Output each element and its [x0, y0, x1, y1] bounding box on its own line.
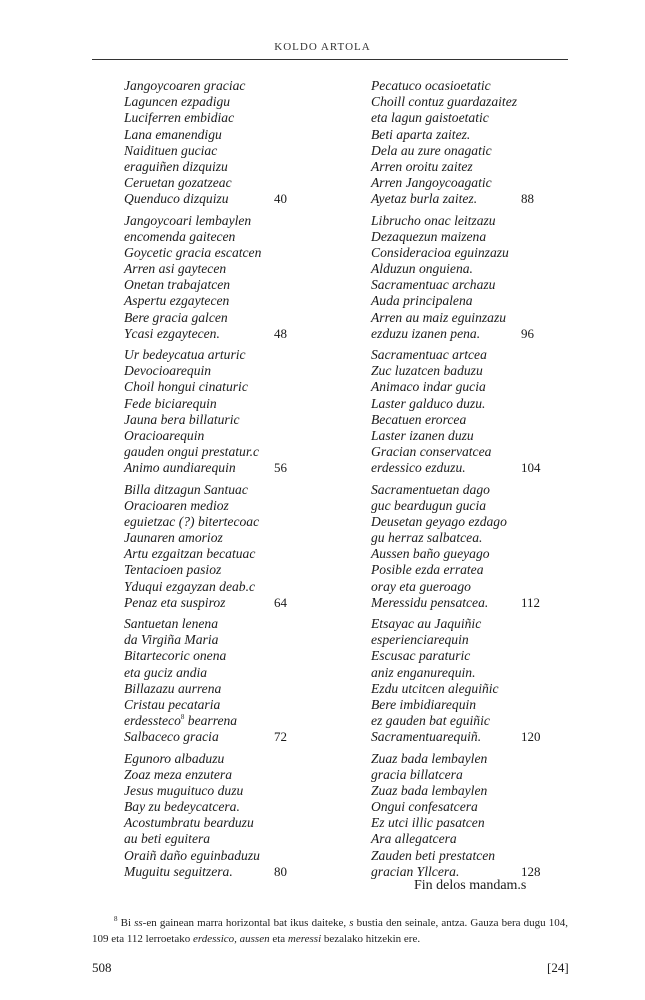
- verse-text: Posible ezda erratea: [371, 562, 484, 578]
- verse-line: [124, 78, 324, 94]
- verse-text: Jauna bera billaturic: [124, 411, 240, 427]
- poem-column-left: [124, 78, 324, 885]
- verse-text: Animaco indar gucia: [371, 379, 486, 395]
- stanza: [124, 78, 324, 208]
- verse-line: [371, 213, 571, 229]
- verse-line: [371, 245, 571, 261]
- verse-text: Laguncen ezpadigu: [124, 94, 231, 110]
- verse-line: [371, 713, 571, 729]
- verse-line: [371, 648, 571, 664]
- verse-text: Consideracioa eguinzazu: [371, 244, 509, 260]
- verse-text: Animo aundiarequin: [124, 460, 236, 476]
- verse-line: [124, 428, 324, 444]
- verse-line: [124, 713, 324, 729]
- footnote-text: Bi: [120, 917, 135, 929]
- verse-text: Jangoycoaren graciac: [124, 78, 246, 93]
- header-rule: [92, 59, 568, 60]
- verse-line: [124, 396, 324, 412]
- verse-line: [371, 751, 571, 767]
- verse-text: Oracioarequin: [124, 427, 205, 443]
- footnote-italic: erdessico, aussen: [193, 933, 270, 945]
- verse-text: Ezdu utcitcen aleguiñic: [371, 680, 499, 696]
- verse-text: Auda principalena: [371, 293, 473, 309]
- footnote-reference: 8: [180, 713, 185, 722]
- verse-text: Zuaz bada lembaylen: [371, 782, 488, 798]
- verse-text: Laster izanen duzu: [371, 427, 474, 443]
- verse-text: encomenda gaitecen: [124, 228, 236, 244]
- verse-line: [124, 229, 324, 245]
- verse-text: Dela au zure onagatic: [371, 142, 492, 158]
- stanza: [124, 751, 324, 881]
- verse-text: Artu ezgaitzan becatuac: [124, 546, 256, 562]
- verse-line: [371, 530, 571, 546]
- verse-line: [371, 347, 571, 363]
- verse-line: [124, 815, 324, 831]
- poem-column-right: [371, 78, 571, 885]
- verse-text: Jaunaren amorioz: [124, 530, 223, 546]
- verse-line: [124, 697, 324, 713]
- verse-text: Dezaquezun maizena: [371, 228, 487, 244]
- verse-text: Goycetic gracia escatcen: [124, 244, 262, 260]
- verse-line: [371, 831, 571, 847]
- footnote-text: bustia den seinale, antza. Gauza bera dugu 104, 109 eta 112 lerroetako: [92, 917, 568, 945]
- verse-text: Jesus muguituco duzu: [124, 782, 244, 798]
- footnote-text: bezalako hitzekin ere.: [321, 933, 421, 945]
- verse-text: Zuaz bada lembaylen: [371, 750, 488, 766]
- verse-line: [124, 310, 324, 326]
- stanza: [124, 213, 324, 343]
- verse-text: Penaz eta suspiroz: [124, 594, 226, 610]
- verse-text: Alduzun onguiena.: [371, 261, 473, 277]
- verse-text: Salbaceco gracia: [124, 729, 219, 745]
- verse-text: Bay zu bedeycatcera.: [124, 799, 240, 815]
- verse-line: [371, 261, 571, 277]
- verse-line: [371, 579, 571, 595]
- verse-line: [124, 848, 324, 864]
- verse-text: bearrena: [184, 713, 238, 729]
- verse-text: Aussen baño gueyago: [371, 546, 490, 562]
- line-number: 128: [521, 863, 541, 879]
- verse-text: Acostumbratu bearduzu: [124, 815, 254, 831]
- verse-line: [371, 729, 571, 745]
- verse-text: gracia billatcera: [371, 766, 463, 782]
- verse-text: erdessico ezduzu.: [371, 460, 466, 476]
- verse-text: Pecatuco ocasioetatic: [371, 78, 491, 93]
- verse-text: eraguiñen dizquizu: [124, 158, 228, 174]
- verse-line: [124, 864, 324, 880]
- verse-line: [124, 546, 324, 562]
- verse-text: Arren Jangoycoagatic: [371, 175, 492, 191]
- line-number: 80: [274, 863, 287, 879]
- verse-line: [371, 799, 571, 815]
- footnote-italic: s: [349, 917, 354, 929]
- verse-text: Ez utci illic pasatcen: [371, 815, 485, 831]
- verse-text: Tentacioen pasioz: [124, 562, 222, 578]
- verse-text: Arren au maiz eguinzazu: [371, 309, 507, 325]
- verse-text: Fede biciarequin: [124, 395, 217, 411]
- verse-line: [124, 127, 324, 143]
- verse-text: guc beardugun gucia: [371, 497, 487, 513]
- verse-line: [371, 191, 571, 207]
- verse-line: [124, 159, 324, 175]
- verse-line: [371, 412, 571, 428]
- verse-text: ezduzu izanen pena.: [371, 325, 481, 341]
- verse-text: Santuetan lenena: [124, 616, 219, 631]
- line-number: 96: [521, 325, 534, 341]
- verse-text: Arren asi gaytecen: [124, 261, 227, 277]
- footnote-italic: ss: [134, 917, 143, 929]
- verse-line: [124, 261, 324, 277]
- verse-line: [371, 110, 571, 126]
- verse-line: [371, 460, 571, 476]
- verse-line: [371, 848, 571, 864]
- verse-text: Egunoro albaduzu: [124, 750, 225, 766]
- verse-line: [124, 729, 324, 745]
- verse-text: Quenduco dizquizu: [124, 191, 229, 207]
- verse-line: [371, 396, 571, 412]
- verse-text: Aspertu ezgaytecen: [124, 293, 230, 309]
- verse-line: [371, 143, 571, 159]
- verse-line: [124, 363, 324, 379]
- verse-text: Sacramentuarequiñ.: [371, 729, 482, 745]
- verse-text: oray eta gueroago: [371, 578, 471, 594]
- verse-text: Sacramentuetan dago: [371, 481, 490, 497]
- verse-text: Bere gracia galcen: [124, 309, 228, 325]
- verse-line: [371, 482, 571, 498]
- verse-text: Arren oroitu zaitez: [371, 158, 473, 174]
- verse-line: [371, 632, 571, 648]
- line-number: 104: [521, 460, 541, 476]
- stanza: [371, 347, 571, 477]
- verse-text: Ayetaz burla zaitez.: [371, 191, 478, 207]
- line-number: 40: [274, 191, 287, 207]
- verse-line: [371, 616, 571, 632]
- verse-text: Naidituen guciac: [124, 142, 218, 158]
- verse-text: Oraiñ daño eguinbaduzu: [124, 847, 260, 863]
- verse-text: Oracioaren medioz: [124, 497, 229, 513]
- verse-line: [124, 616, 324, 632]
- verse-text: Billa ditzagun Santuac: [124, 481, 248, 497]
- verse-line: [124, 632, 324, 648]
- verse-text: Ara allegatcera: [371, 831, 457, 847]
- verse-line: [371, 767, 571, 783]
- verse-line: [124, 665, 324, 681]
- verse-line: [371, 514, 571, 530]
- verse-line: [124, 191, 324, 207]
- stanza: [371, 616, 571, 746]
- verse-text: Billazazu aurrena: [124, 680, 222, 696]
- footnote-italic: meressi: [287, 933, 322, 945]
- verse-line: [124, 767, 324, 783]
- verse-text: erdessteco: [124, 713, 181, 729]
- verse-line: [371, 229, 571, 245]
- verse-line: [124, 460, 324, 476]
- verse-text: Devocioarequin: [124, 363, 212, 379]
- verse-line: [124, 530, 324, 546]
- verse-text: Etsayac au Jaquiñic: [371, 616, 482, 631]
- verse-text: Beti aparta zaitez.: [371, 126, 471, 142]
- stanza: [124, 347, 324, 477]
- line-number: 72: [274, 729, 287, 745]
- stanza: [124, 616, 324, 746]
- verse-line: [124, 799, 324, 815]
- verse-line: [371, 379, 571, 395]
- verse-line: [124, 175, 324, 191]
- verse-text: Sacramentuac artcea: [371, 347, 487, 362]
- verse-text: Meressidu pensatcea.: [371, 594, 489, 610]
- verse-line: [124, 412, 324, 428]
- verse-line: [124, 94, 324, 110]
- verse-text: Onetan trabajatcen: [124, 277, 231, 293]
- line-number: 48: [274, 325, 287, 341]
- verse-text: Ceruetan gozatzeac: [124, 175, 232, 191]
- verse-text: eta lagun gaistoetatic: [371, 110, 489, 126]
- verse-line: [124, 562, 324, 578]
- verse-text: au beti eguitera: [124, 831, 211, 847]
- verse-line: [371, 595, 571, 611]
- verse-text: Ycasi ezgaytecen.: [124, 325, 220, 341]
- verse-text: Zauden beti prestatcen: [371, 847, 496, 863]
- verse-line: [124, 245, 324, 261]
- verse-text: aniz enganurequin.: [371, 664, 476, 680]
- stanza: [371, 78, 571, 208]
- verse-line: [124, 751, 324, 767]
- verse-text: Librucho onac leitzazu: [371, 212, 496, 228]
- verse-line: [371, 310, 571, 326]
- verse-text: Cristau pecataria: [124, 696, 221, 712]
- verse-text: Bitartecoric onena: [124, 648, 227, 664]
- verse-text: Zoaz meza enzutera: [124, 766, 232, 782]
- verse-text: Jangoycoari lembaylen: [124, 212, 252, 228]
- verse-line: [124, 498, 324, 514]
- verse-line: [371, 159, 571, 175]
- line-number: 120: [521, 729, 541, 745]
- page-reference: [24]: [547, 960, 569, 975]
- verse-line: [124, 831, 324, 847]
- verse-text: gu herraz salbatcea.: [371, 530, 483, 546]
- verse-line: [124, 293, 324, 309]
- footnote-text: eta: [269, 933, 288, 945]
- stanza: [371, 482, 571, 612]
- verse-line: [124, 681, 324, 697]
- verse-line: [371, 546, 571, 562]
- verse-line: [371, 498, 571, 514]
- verse-line: [371, 277, 571, 293]
- verse-text: gracian Yllcera.: [371, 863, 460, 879]
- verse-text: da Virgiña Maria: [124, 632, 219, 648]
- stanza: [371, 213, 571, 343]
- line-number: 88: [521, 191, 534, 207]
- verse-line: [371, 127, 571, 143]
- verse-line: [371, 444, 571, 460]
- verse-line: [371, 293, 571, 309]
- verse-text: Luciferren embidiac: [124, 110, 235, 126]
- verse-text: ez gauden bat eguiñic: [371, 713, 490, 729]
- verse-line: [371, 428, 571, 444]
- verse-line: [124, 482, 324, 498]
- verse-line: [124, 110, 324, 126]
- verse-text: eguietzac (?) bitertecoac: [124, 513, 260, 529]
- verse-text: Escusac paraturic: [371, 648, 471, 664]
- verse-text: Zuc luzatcen baduzu: [371, 363, 483, 379]
- verse-text: Becatuen erorcea: [371, 411, 467, 427]
- verse-text: Choill contuz guardazaitez: [371, 94, 518, 110]
- verse-text: Ur bedeycatua arturic: [124, 347, 246, 362]
- verse-line: [124, 213, 324, 229]
- footnote: [92, 911, 568, 947]
- closing-line: Fin delos mandam.s: [414, 878, 527, 893]
- verse-line: [124, 347, 324, 363]
- verse-line: [371, 326, 571, 342]
- verse-text: Choil hongui cinaturic: [124, 379, 248, 395]
- stanza: [371, 751, 571, 881]
- verse-line: [124, 648, 324, 664]
- verse-text: gauden ongui prestatur.c: [124, 444, 260, 460]
- verse-line: [124, 514, 324, 530]
- verse-line: [124, 783, 324, 799]
- verse-text: Deusetan geyago ezdago: [371, 513, 507, 529]
- footnote-mark: 8: [114, 915, 118, 923]
- page-number: 508: [92, 960, 112, 975]
- verse-line: [124, 444, 324, 460]
- verse-line: [371, 783, 571, 799]
- verse-text: Laster galduco duzu.: [371, 395, 486, 411]
- verse-line: [124, 277, 324, 293]
- verse-line: [371, 697, 571, 713]
- verse-text: Bere imbidiarequin: [371, 696, 477, 712]
- line-number: 56: [274, 460, 287, 476]
- verse-line: [371, 94, 571, 110]
- verse-text: esperienciarequin: [371, 632, 469, 648]
- verse-line: [371, 78, 571, 94]
- verse-line: [371, 175, 571, 191]
- stanza: [124, 482, 324, 612]
- verse-text: Muguitu seguitzera.: [124, 863, 233, 879]
- verse-text: Lana emanendigu: [124, 126, 222, 142]
- verse-line: [124, 579, 324, 595]
- verse-text: Gracian conservatcea: [371, 444, 492, 460]
- verse-line: [371, 363, 571, 379]
- verse-text: Ongui confesatcera: [371, 799, 478, 815]
- verse-line: [371, 681, 571, 697]
- line-number: 112: [521, 594, 541, 610]
- verse-line: [124, 143, 324, 159]
- verse-line: [371, 815, 571, 831]
- running-head: KOLDO ARTOLA: [274, 41, 371, 53]
- verse-line: [371, 562, 571, 578]
- line-number: 64: [274, 594, 287, 610]
- verse-text: eta guciz andia: [124, 664, 208, 680]
- verse-line: [371, 665, 571, 681]
- verse-line: [124, 379, 324, 395]
- verse-line: [124, 326, 324, 342]
- verse-text: Yduqui ezgayzan deab.c: [124, 578, 256, 594]
- verse-line: [124, 595, 324, 611]
- footnote-text: -en gainean marra horizontal bat ikus daiteke,: [142, 917, 350, 929]
- verse-text: Sacramentuac archazu: [371, 277, 496, 293]
